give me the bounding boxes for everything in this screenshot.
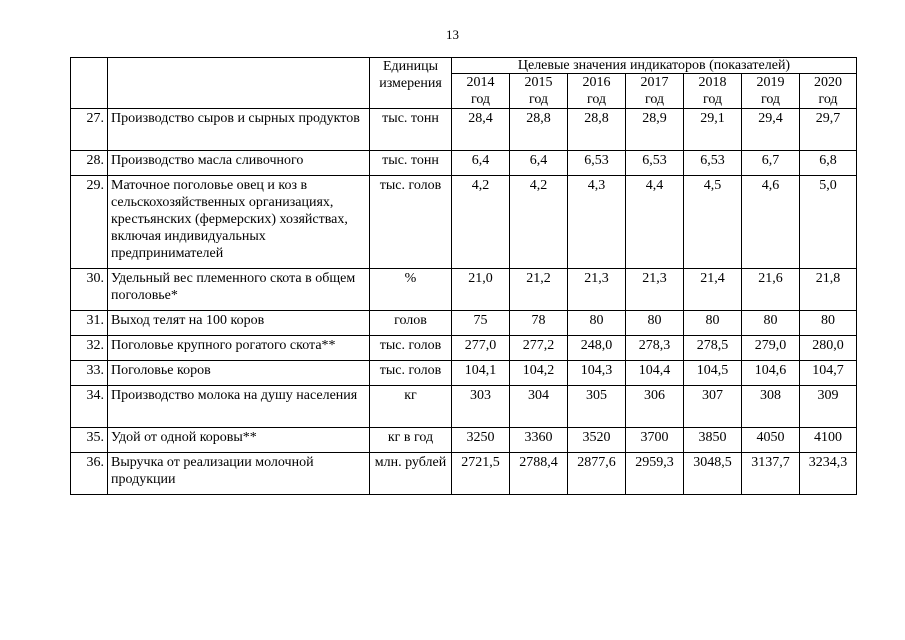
indicator-value: 4,2: [510, 176, 568, 269]
row-number: 33.: [71, 361, 108, 386]
indicator-value: 6,4: [510, 151, 568, 176]
header-year-2014: [452, 74, 510, 109]
indicator-value: 21,3: [626, 269, 684, 311]
indicator-value: 2959,3: [626, 453, 684, 495]
header-year-unit: год: [702, 92, 723, 107]
indicator-unit: тыс. голов: [370, 176, 452, 269]
header-year-unit: год: [818, 92, 838, 107]
indicator-value: 3048,5: [684, 453, 742, 495]
indicator-value: 3700: [626, 428, 684, 453]
table-header: [71, 58, 857, 109]
indicator-value: 78: [510, 311, 568, 336]
indicator-value: 2788,4: [510, 453, 568, 495]
indicator-value: 308: [742, 386, 800, 428]
indicator-unit: тыс. тонн: [370, 151, 452, 176]
indicator-name: Выручка от реализации молочной продукции: [108, 453, 370, 495]
indicator-value: 306: [626, 386, 684, 428]
indicator-unit: тыс. голов: [370, 336, 452, 361]
table-row: [71, 109, 857, 151]
row-number: 34.: [71, 386, 108, 428]
indicator-value: 305: [568, 386, 626, 428]
row-number: 35.: [71, 428, 108, 453]
indicator-value: 28,8: [510, 109, 568, 151]
header-year-unit: год: [470, 92, 491, 107]
indicator-name: Удельный вес племенного скота в общем поголовье*: [108, 269, 370, 311]
table-row: [71, 361, 857, 386]
header-year-2018: [684, 74, 742, 109]
indicator-value: 304: [510, 386, 568, 428]
header-year-2016: [568, 74, 626, 109]
indicator-value: 6,4: [452, 151, 510, 176]
indicator-name: Производство масла сливочного: [108, 151, 370, 176]
indicator-unit: голов: [370, 311, 452, 336]
indicator-value: 4100: [800, 428, 857, 453]
indicator-value: 3250: [452, 428, 510, 453]
header-year-value: 2017: [640, 75, 669, 90]
indicator-value: 21,8: [800, 269, 857, 311]
indicator-value: 4,4: [626, 176, 684, 269]
indicator-unit: кг: [370, 386, 452, 428]
indicator-value: 3360: [510, 428, 568, 453]
indicator-value: 6,53: [568, 151, 626, 176]
header-target-values: Целевые значения индикаторов (показателей): [452, 58, 857, 74]
header-year-unit: год: [528, 92, 549, 107]
indicator-name: Выход телят на 100 коров: [108, 311, 370, 336]
row-number: 29.: [71, 176, 108, 269]
indicator-name: Маточное поголовье овец и коз в сельскохозяйственных организациях, крестьянских (фермерских) хозяйствах, включая индивидуальных предпринимателей: [108, 176, 370, 269]
header-year-value: 2015: [524, 75, 553, 90]
indicator-value: 104,7: [800, 361, 857, 386]
header-year-2015: [510, 74, 568, 109]
indicator-name: Поголовье крупного рогатого скота**: [108, 336, 370, 361]
indicator-value: 279,0: [742, 336, 800, 361]
table-row: [71, 386, 857, 428]
table-row: [71, 311, 857, 336]
indicator-value: 277,0: [452, 336, 510, 361]
table-row: [71, 336, 857, 361]
indicators-table: [70, 57, 857, 495]
indicator-value: 4,3: [568, 176, 626, 269]
indicator-value: 29,4: [742, 109, 800, 151]
header-year-value: 2018: [698, 75, 727, 90]
indicator-value: 307: [684, 386, 742, 428]
indicator-unit: кг в год: [370, 428, 452, 453]
indicator-value: 104,2: [510, 361, 568, 386]
header-year-value: 2020: [814, 75, 842, 90]
indicator-value: 28,9: [626, 109, 684, 151]
indicator-value: 28,8: [568, 109, 626, 151]
indicator-value: 80: [800, 311, 857, 336]
table-row: [71, 176, 857, 269]
indicator-value: 75: [452, 311, 510, 336]
indicator-value: 21,0: [452, 269, 510, 311]
indicator-value: 80: [684, 311, 742, 336]
header-year-2017: [626, 74, 684, 109]
row-number: 31.: [71, 311, 108, 336]
header-name-cell: [108, 58, 370, 109]
indicator-value: 80: [742, 311, 800, 336]
indicator-value: 29,1: [684, 109, 742, 151]
indicator-value: 4050: [742, 428, 800, 453]
indicator-value: 278,3: [626, 336, 684, 361]
header-year-unit: год: [760, 92, 781, 107]
row-number: 36.: [71, 453, 108, 495]
indicator-value: 277,2: [510, 336, 568, 361]
indicator-value: 309: [800, 386, 857, 428]
indicator-value: 21,3: [568, 269, 626, 311]
header-year-value: 2016: [582, 75, 611, 90]
indicator-value: 21,2: [510, 269, 568, 311]
indicator-value: 80: [568, 311, 626, 336]
header-year-value: 2014: [466, 75, 495, 90]
row-number: 28.: [71, 151, 108, 176]
indicator-value: 278,5: [684, 336, 742, 361]
indicator-value: 104,3: [568, 361, 626, 386]
header-year-value: 2019: [756, 75, 785, 90]
table-row: [71, 453, 857, 495]
indicator-value: 4,2: [452, 176, 510, 269]
table-row: [71, 151, 857, 176]
row-number: 32.: [71, 336, 108, 361]
header-year-2020: [800, 74, 857, 109]
indicator-value: 21,6: [742, 269, 800, 311]
indicator-value: 80: [626, 311, 684, 336]
indicator-unit: млн. рублей: [370, 453, 452, 495]
indicator-value: 2877,6: [568, 453, 626, 495]
indicator-unit: %: [370, 269, 452, 311]
indicator-value: 3850: [684, 428, 742, 453]
indicator-value: 29,7: [800, 109, 857, 151]
indicator-value: 104,1: [452, 361, 510, 386]
indicator-value: 28,4: [452, 109, 510, 151]
indicator-value: 248,0: [568, 336, 626, 361]
header-num-cell: [71, 58, 108, 109]
indicator-unit: тыс. голов: [370, 361, 452, 386]
indicator-value: 104,5: [684, 361, 742, 386]
table-row: [71, 428, 857, 453]
row-number: 27.: [71, 109, 108, 151]
indicator-value: 104,4: [626, 361, 684, 386]
header-year-2019: [742, 74, 800, 109]
indicator-value: 21,4: [684, 269, 742, 311]
indicator-value: 5,0: [800, 176, 857, 269]
indicator-value: 4,5: [684, 176, 742, 269]
indicator-name: Поголовье коров: [108, 361, 370, 386]
indicator-unit: тыс. тонн: [370, 109, 452, 151]
indicator-name: Производство молока на душу населения: [108, 386, 370, 428]
indicator-value: 104,6: [742, 361, 800, 386]
indicator-value: 3234,3: [800, 453, 857, 495]
indicator-value: 3137,7: [742, 453, 800, 495]
header-units: Единицы измерения: [370, 58, 452, 109]
header-year-unit: год: [644, 92, 665, 107]
indicator-value: 6,53: [626, 151, 684, 176]
indicator-value: 303: [452, 386, 510, 428]
indicator-value: 6,7: [742, 151, 800, 176]
indicator-value: 280,0: [800, 336, 857, 361]
indicator-value: 6,8: [800, 151, 857, 176]
indicator-value: 3520: [568, 428, 626, 453]
indicator-name: Производство сыров и сырных продуктов: [108, 109, 370, 151]
indicator-value: 4,6: [742, 176, 800, 269]
header-year-unit: год: [586, 92, 607, 107]
table-body: [71, 109, 857, 495]
indicator-value: 2721,5: [452, 453, 510, 495]
indicator-value: 6,53: [684, 151, 742, 176]
page-number: 13: [446, 27, 459, 42]
indicator-name: Удой от одной коровы**: [108, 428, 370, 453]
table-row: [71, 269, 857, 311]
row-number: 30.: [71, 269, 108, 311]
